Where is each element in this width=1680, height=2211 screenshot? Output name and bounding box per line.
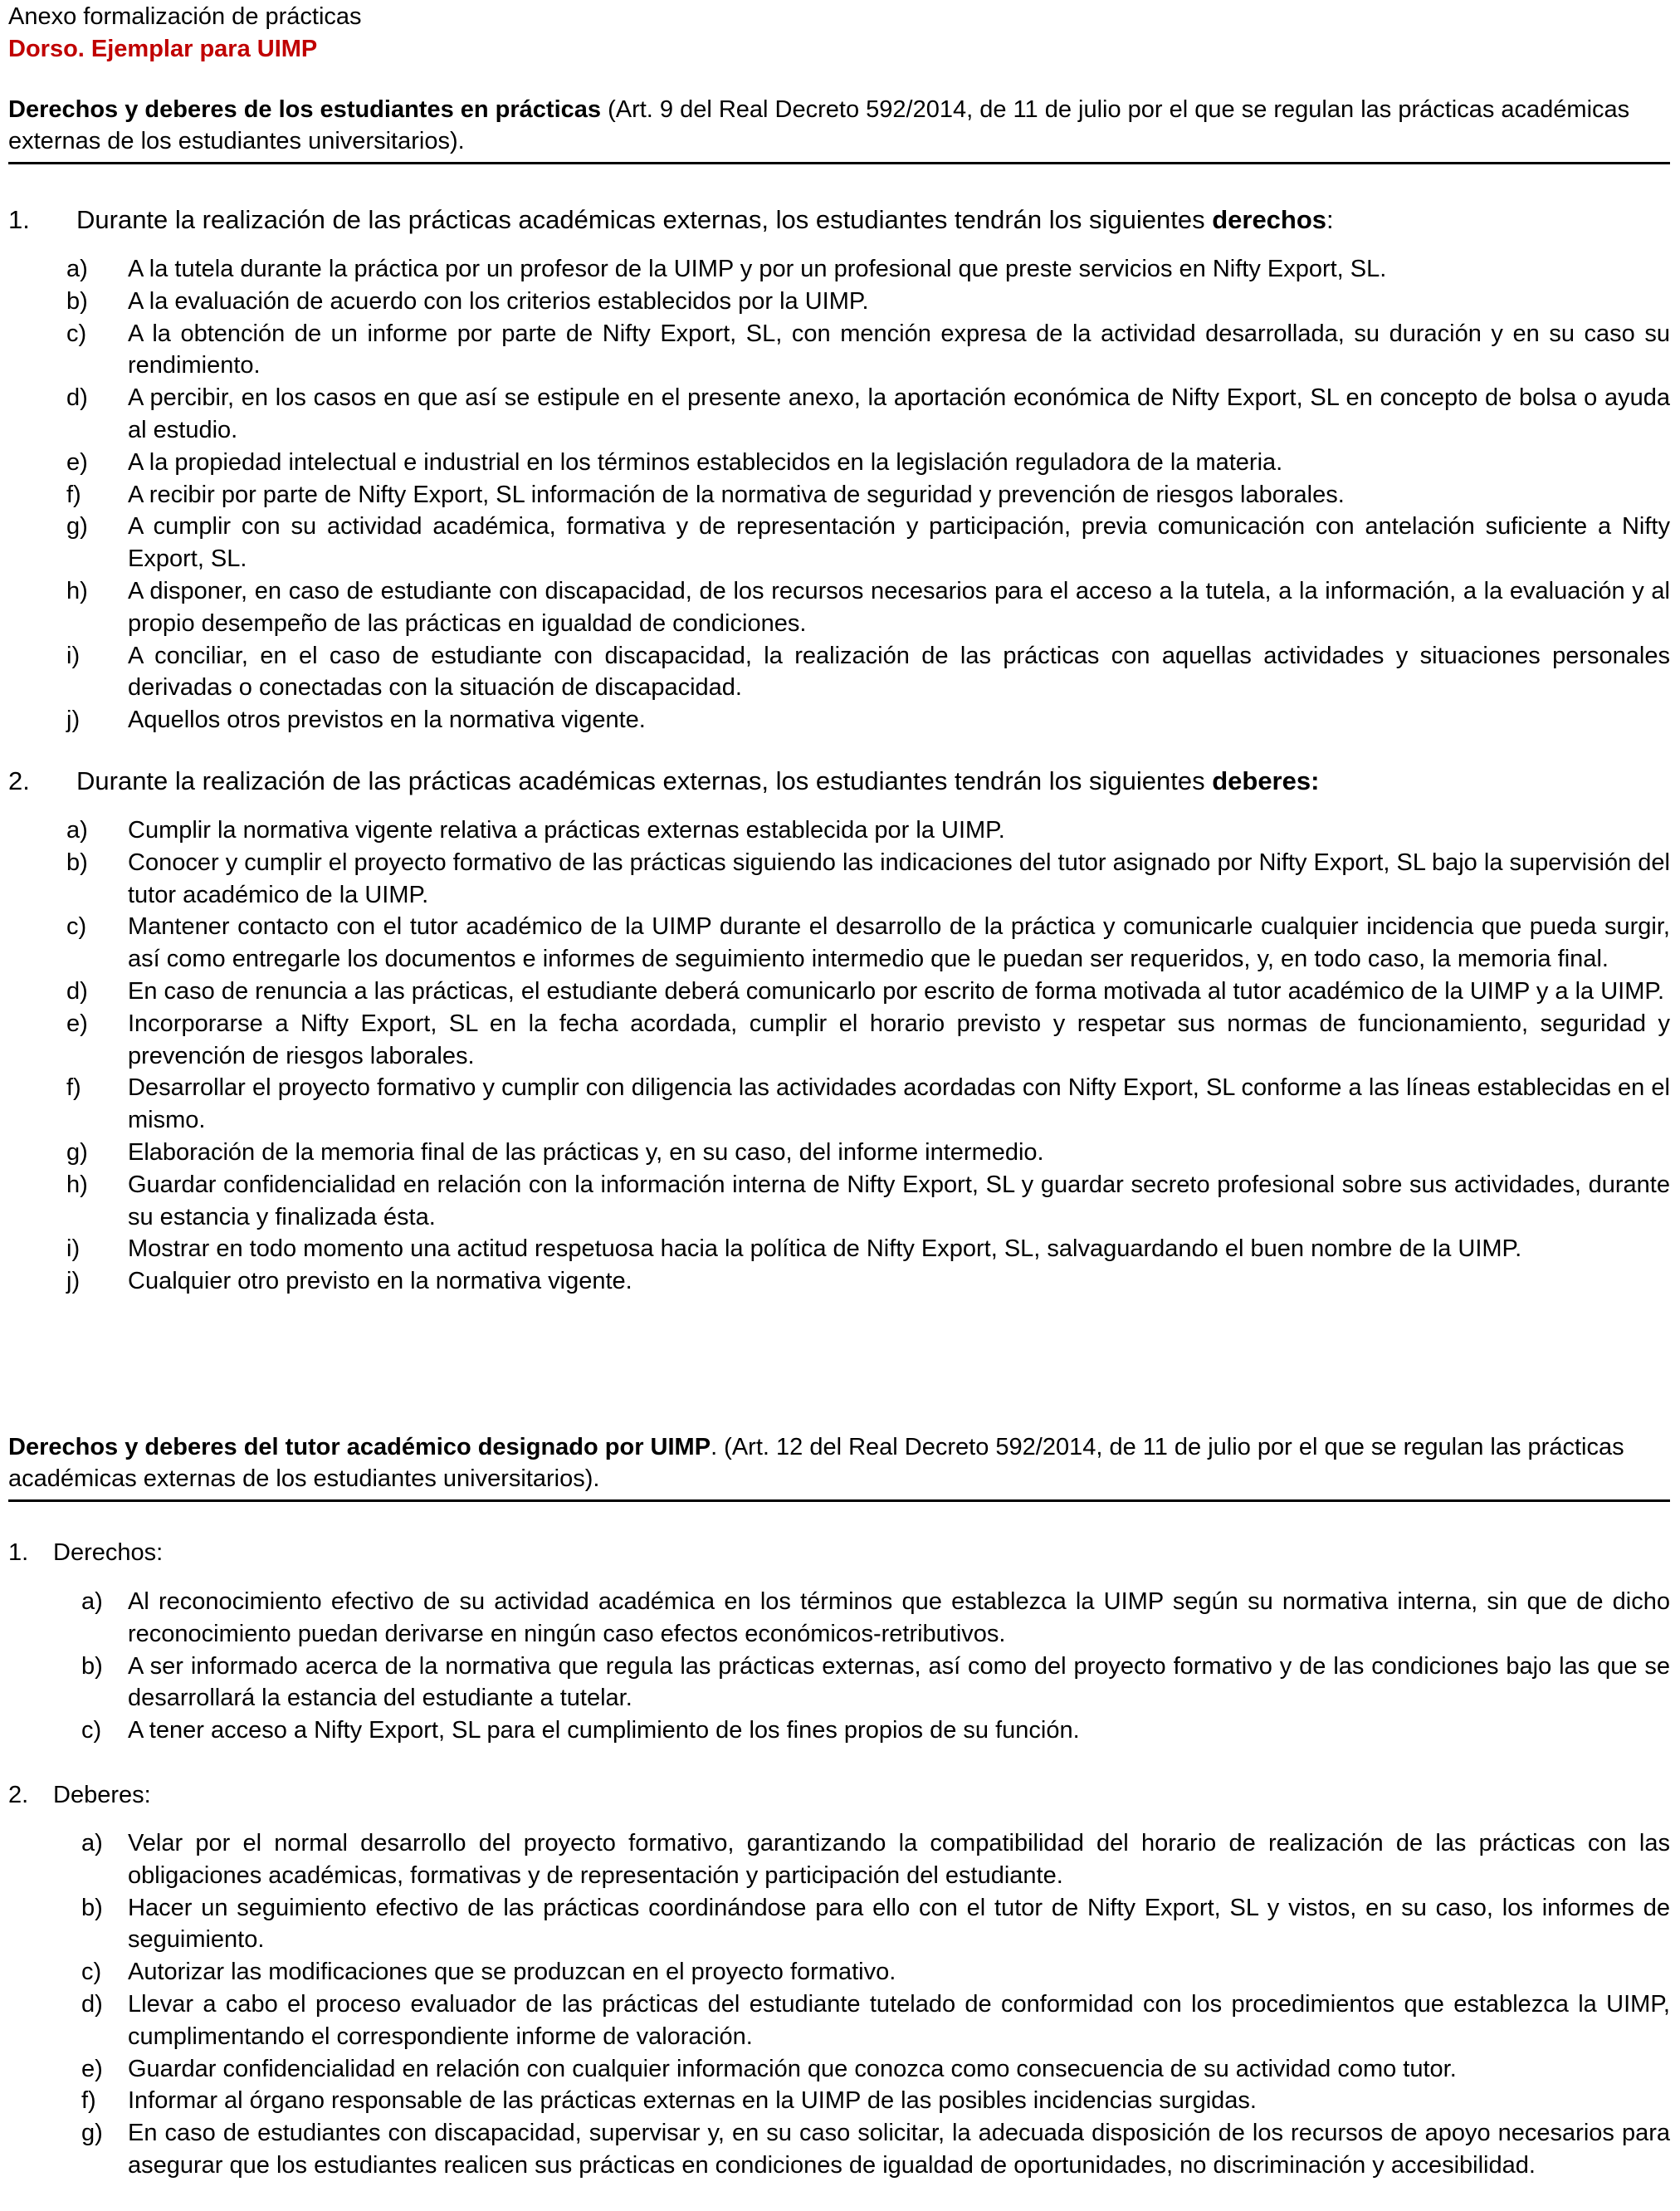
item-letter: g) [66,1138,88,1166]
item-text: Desarrollar el proyecto formativo y cumplir con diligencia las actividades acordadas con Nifty Export, SL conforme a las líneas establecidas en el mismo. [128,1074,1670,1134]
list-item [66,479,1670,511]
list-item [66,640,1670,705]
list-item [66,847,1670,912]
list-item [66,976,1670,1008]
list-item [66,575,1670,640]
list-item [66,447,1670,479]
annex-title: Anexo formalización de prácticas [8,3,362,30]
item-text: A disponer, en caso de estudiante con discapacidad, de los recursos necesarios para el acceso a la tutela, a la información, a la evaluación y al propio desempeño de las prácticas en igualdad de condiciones. [128,577,1670,637]
item-number: 1. [8,205,30,234]
tutor-rights-list [81,1586,1670,1747]
list-item [81,1586,1670,1651]
item-text: A la propiedad intelectual e industrial en los términos establecidos en la legislación reguladora de la materia. [128,448,1283,476]
list-item [81,2085,1670,2117]
heading-intro: Durante la realización de las prácticas académicas externas, los estudiantes tendrán los siguientes [76,205,1213,234]
student-duties-list [66,814,1670,1298]
item-text: Hacer un seguimiento efectivo de las prácticas coordinándose para ello con el tutor de Nifty Export, SL y vistos, en su caso, los informes de seguimiento. [128,1894,1670,1954]
student-rights-heading [8,204,1334,236]
section-title-bold: Derechos y deberes del tutor académico designado por UIMP [8,1434,711,1460]
list-item [66,1169,1670,1234]
list-item [81,1892,1670,1957]
student-duties-heading [8,766,1319,797]
list-item [66,911,1670,976]
item-text: En caso de estudiantes con discapacidad, supervisar y, en su caso solicitar, la adecuada disposición de los recursos de apoyo necesarios para asegurar que los estudiantes realicen sus prácticas en condiciones de igualdad de oportunidades, no discriminación y accesibilidad. [128,2120,1670,2179]
item-text: Guardar confidencialidad en relación con cualquier información que conozca como consecuencia de su actividad como tutor. [128,2055,1457,2082]
heading-keyword: deberes: [1212,766,1320,795]
item-letter: g) [66,513,88,541]
item-letter: b) [66,287,88,315]
list-item [66,318,1670,383]
item-letter: f) [81,2087,96,2115]
item-letter: a) [66,817,88,844]
tutor-section-title [8,1431,1670,1502]
list-item [81,2053,1670,2086]
list-item [81,1827,1670,1892]
item-letter: j) [66,1268,81,1295]
heading-keyword: derechos [1212,205,1327,234]
list-item [66,511,1670,575]
item-letter: b) [66,849,88,876]
item-text: A percibir, en los casos en que así se estipule en el presente anexo, la aportación económica de Nifty Export, SL en concepto de bolsa o ayuda al estudio. [128,384,1670,443]
item-letter: h) [66,577,88,604]
section-title-bold: Derechos y deberes de los estudiantes en prácticas [8,96,602,123]
list-item [81,1715,1670,1747]
item-text: Cumplir la normativa vigente relativa a prácticas externas establecida por la UIMP. [128,817,1005,844]
student-rights-list [66,253,1670,736]
item-text: A la tutela durante la práctica por un profesor de la UIMP y por un profesional que preste servicios en Nifty Export, SL. [128,256,1387,282]
item-letter: a) [81,1830,103,1856]
list-item [66,1072,1670,1137]
tutor-duties-heading [8,1779,151,1811]
student-rights-section-title [8,94,1670,164]
item-text: Velar por el normal desarrollo del proyecto formativo, garantizando la compatibilidad del horario de realización de las prácticas con las obligaciones académicas, formativas y de representación y participación del estudiante. [128,1830,1670,1889]
list-item [66,1137,1670,1169]
item-letter: d) [66,384,88,412]
item-letter: f) [66,481,81,508]
item-letter: e) [66,448,88,476]
list-item [66,253,1670,286]
item-letter: f) [66,1074,81,1102]
item-letter: b) [81,1652,103,1680]
tutor-duties-list [81,1827,1670,2182]
item-number: 2. [8,1782,29,1808]
item-letter: i) [66,642,81,669]
item-text: Autorizar las modificaciones que se produzcan en el proyecto formativo. [128,1959,896,1986]
item-text: Cualquier otro previsto en la normativa vigente. [128,1268,632,1295]
list-item [81,1956,1670,1988]
list-item [66,1233,1670,1265]
heading-intro: Durante la realización de las prácticas académicas externas, los estudiantes tendrán los siguientes [76,766,1213,795]
item-text: A tener acceso a Nifty Export, SL para el cumplimiento de los fines propios de su función. [128,1717,1080,1744]
item-text: A conciliar, en el caso de estudiante con discapacidad, la realización de las prácticas con aquellas actividades y situaciones personales derivadas o conectadas con la situación de discapacidad. [128,642,1670,702]
item-text: A ser informado acerca de la normativa que regula las prácticas externas, así como del proyecto formativo y de las condiciones bajo las que se desarrollará la estancia del estudiante a tutelar. [128,1652,1670,1712]
item-letter: i) [66,1235,81,1263]
item-text: En caso de renuncia a las prácticas, el estudiante deberá comunicarlo por escrito de forma motivada al tutor académico de la UIMP y a la UIMP. [128,977,1665,1005]
section-title-reference: (Art. 9 del Real Decreto 592/2014, de 11 de julio por el que se regulan las prácticas académicas externas de los estudiantes universitarios). [8,96,1630,154]
item-letter: e) [66,1010,88,1037]
item-letter: c) [66,913,87,941]
item-letter: d) [66,977,88,1005]
item-letter: d) [81,1990,103,2018]
list-item [66,382,1670,447]
section-title-reference: . (Art. 12 del Real Decreto 592/2014, de 11 de julio por el que se regulan las prácticas académicas externas de los estudiantes universitarios). [8,1434,1624,1492]
list-item [66,1008,1670,1073]
item-letter: b) [81,1894,103,1921]
item-number: 1. [8,1539,29,1566]
copy-label: Dorso. Ejemplar para UIMP [8,36,318,62]
list-item [66,1265,1670,1298]
item-letter: g) [81,2120,103,2147]
item-text: Incorporarse a Nifty Export, SL en la fecha acordada, cumplir el horario previsto y respetar sus normas de funcionamiento, seguridad y prevención de riesgos laborales. [128,1010,1670,1069]
list-item [66,814,1670,847]
item-letter: c) [81,1959,102,1986]
item-letter: e) [81,2055,103,2082]
item-text: A cumplir con su actividad académica, formativa y de representación y participación, previa comunicación con antelación suficiente a Nifty Export, SL. [128,513,1670,573]
item-letter: a) [81,1588,103,1615]
heading-end: : [1326,205,1334,234]
item-text: A recibir por parte de Nifty Export, SL información de la normativa de seguridad y prevención de riesgos laborales. [128,481,1345,508]
list-item [66,704,1670,736]
item-text: Aquellos otros previstos en la normativa vigente. [128,707,646,734]
item-text: Mostrar en todo momento una actitud respetuosa hacia la política de Nifty Export, SL, salvaguardando el buen nombre de la UIMP. [128,1235,1522,1263]
tutor-rights-heading [8,1537,163,1568]
item-text: Conocer y cumplir el proyecto formativo de las prácticas siguiendo las indicaciones del tutor asignado por Nifty Export, SL bajo la supervisión del tutor académico de la UIMP. [128,849,1670,908]
heading-label: Derechos: [53,1539,164,1566]
item-text: Al reconocimiento efectivo de su actividad académica en los términos que establezca la UIMP según su normativa interna, sin que de dicho reconocimiento puedan derivarse en ningún caso efectos económicos-retributivos. [128,1588,1670,1647]
item-text: Informar al órgano responsable de las prácticas externas en la UIMP de las posibles incidencias surgidas. [128,2087,1257,2115]
item-number: 2. [8,766,30,795]
list-item [81,1651,1670,1715]
list-item [81,2117,1670,2182]
list-item [66,286,1670,318]
item-text: A la evaluación de acuerdo con los criterios establecidos por la UIMP. [128,287,869,315]
item-letter: a) [66,256,88,282]
item-letter: c) [66,320,87,347]
item-letter: c) [81,1717,102,1744]
heading-label: Deberes: [53,1782,151,1808]
item-text: Llevar a cabo el proceso evaluador de las prácticas del estudiante tutelado de conformidad con los procedimientos que establezca la UIMP, cumplimentando el correspondiente informe de valoración. [128,1990,1670,2050]
item-letter: j) [66,707,81,734]
item-text: Guardar confidencialidad en relación con la información interna de Nifty Export, SL y guardar secreto profesional sobre sus actividades, durante su estancia y finalizada ésta. [128,1171,1670,1230]
item-text: Mantener contacto con el tutor académico de la UIMP durante el desarrollo de la práctica y comunicarle cualquier incidencia que pueda surgir, así como entregarle los documentos e informes de seguimiento intermedio que le puedan ser requeridos, y, en todo caso, la memoria final. [128,913,1670,973]
list-item [81,1988,1670,2053]
item-text: Elaboración de la memoria final de las prácticas y, en su caso, del informe intermedio. [128,1138,1044,1166]
item-text: A la obtención de un informe por parte de Nifty Export, SL, con mención expresa de la actividad desarrollada, su duración y en su caso su rendimiento. [128,320,1670,379]
item-letter: h) [66,1171,88,1198]
